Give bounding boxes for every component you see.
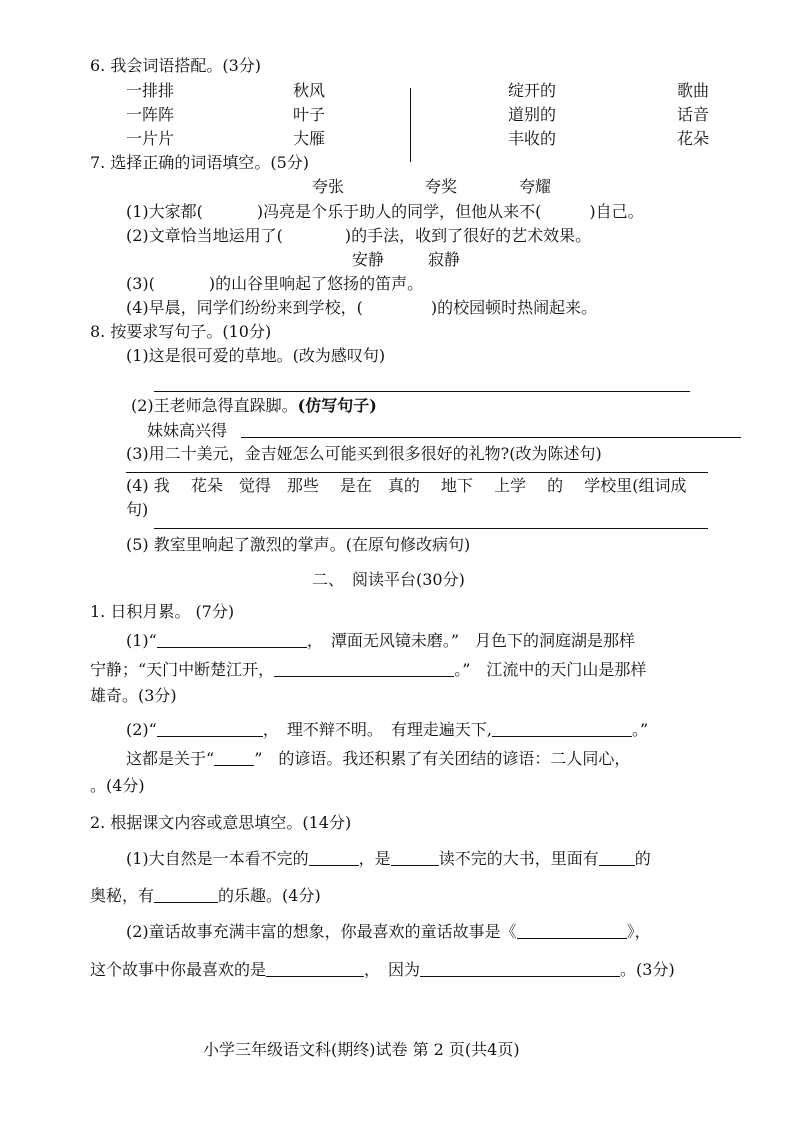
- q7-sentence-3: (3)( )的山谷里响起了悠扬的笛声。: [126, 274, 424, 293]
- q6-right-a-2: 道别的: [508, 105, 557, 124]
- q6-title: 6. 我会词语搭配。(3分): [90, 56, 262, 75]
- q6-left-a-3: 一片片: [126, 129, 175, 148]
- q7-choice-1: 夸张: [312, 177, 345, 196]
- r1-line-3: 雄奇。(3分): [90, 686, 177, 705]
- r2-blank-1[interactable]: [309, 849, 359, 866]
- r1-line-4: (2)“ ， 理不辩不明。 有理走遍天下, 。”: [126, 720, 649, 739]
- q8-sentence-1: (1)这是很可爱的草地。(改为感叹句): [126, 346, 386, 365]
- q6-right-a-1: 绽开的: [508, 81, 557, 100]
- r1-line-5: 这都是关于“ ” 的谚语。我还积累了有关团结的谚语：二人同心，: [126, 749, 631, 768]
- q6-left-b-2: 叶子: [293, 105, 326, 124]
- r2-blank-6[interactable]: [266, 960, 364, 977]
- q8-sentence-2: (2)王老师急得直跺脚。(仿写句子): [131, 396, 377, 415]
- r2-blank-3[interactable]: [599, 849, 635, 866]
- q8-sentence-4: (4) 我 花朵 觉得 那些 是在 真的 地下 上学 的 学校里(组词成: [126, 476, 687, 495]
- r1-line-2: 宁静；“天门中断楚江开， 。” 江流中的天门山是那样: [90, 660, 647, 679]
- q7-sentence-1: (1)大家都( )冯亮是个乐于助人的同学，但他从来不( )自己。: [126, 202, 644, 221]
- r1-blank-5[interactable]: [214, 749, 254, 766]
- r1-title: 1. 日积月累。 (7分): [90, 602, 235, 621]
- q7-sentence-4: (4)早晨，同学们纷纷来到学校，( )的校园顿时热闹起来。: [126, 298, 598, 317]
- q6-divider: [410, 88, 411, 162]
- q7-choice-4: 安静: [352, 250, 385, 269]
- r2-blank-5[interactable]: [517, 922, 627, 939]
- page-footer: 小学三年级语文科(期终)试卷 第 2 页(共4页): [203, 1040, 520, 1059]
- q6-right-b-1: 歌曲: [677, 81, 710, 100]
- r2-line-2: 奥秘，有 的乐趣。(4分): [90, 886, 321, 905]
- r2-blank-7[interactable]: [420, 960, 620, 977]
- q6-right-b-3: 花朵: [677, 129, 710, 148]
- q6-right-b-2: 话音: [677, 105, 710, 124]
- r2-line-1: (1)大自然是一本看不完的 ，是 读不完的大书，里面有 的: [126, 849, 651, 868]
- r1-blank-3[interactable]: [157, 720, 263, 737]
- r2-title: 2. 根据课文内容或意思填空。(14分): [90, 813, 352, 832]
- r1-blank-4[interactable]: [492, 720, 632, 737]
- r1-blank-1[interactable]: [157, 631, 307, 648]
- q6-left-b-3: 大雁: [293, 129, 326, 148]
- q8-answer-line-3[interactable]: [126, 472, 708, 473]
- q8-title: 8. 按要求写句子。(10分): [90, 322, 272, 341]
- q6-right-a-3: 丰收的: [508, 129, 557, 148]
- r2-line-4: 这个故事中你最喜欢的是 ， 因为 。(3分): [90, 960, 675, 979]
- q8-answer-line-1[interactable]: [154, 391, 690, 392]
- q7-title: 7. 选择正确的词语填空。(5分): [90, 153, 310, 172]
- q8-sentence-3: (3)用二十美元，金吉娅怎么可能买到很多很好的礼物?(改为陈述句): [126, 444, 602, 463]
- r1-line-1: (1)“ ， 潭面无风镜未磨。” 月色下的洞庭湖是那样: [126, 631, 636, 650]
- section-2-heading: 二、 阅读平台(30分): [312, 570, 465, 589]
- r2-blank-2[interactable]: [391, 849, 439, 866]
- q6-left-a-2: 一阵阵: [126, 105, 175, 124]
- r2-blank-4[interactable]: [154, 886, 218, 903]
- q8-sentence-5: (5) 教室里响起了激烈的掌声。(在原句修改病句): [126, 535, 471, 554]
- q6-left-a-1: 一排排: [126, 81, 175, 100]
- q7-choice-5: 寂静: [428, 250, 461, 269]
- r2-line-3: (2)童话故事充满丰富的想象，你最喜欢的童话故事是《 》，: [126, 922, 651, 941]
- q6-left-b-1: 秋风: [293, 81, 326, 100]
- q8-answer-line-4[interactable]: [154, 528, 708, 529]
- r1-line-6: 。(4分): [90, 776, 145, 795]
- q7-choice-3: 夸耀: [519, 177, 552, 196]
- q7-choice-2: 夸奖: [425, 177, 458, 196]
- q7-sentence-2: (2)文章恰当地运用了( )的手法，收到了很好的艺术效果。: [126, 226, 592, 245]
- q8-answer-line-2[interactable]: [241, 437, 741, 438]
- q8-sentence-4-cont: 句): [126, 500, 149, 519]
- q8-sentence-2-prompt: 妹妹高兴得: [147, 421, 228, 440]
- r1-blank-2[interactable]: [274, 660, 454, 677]
